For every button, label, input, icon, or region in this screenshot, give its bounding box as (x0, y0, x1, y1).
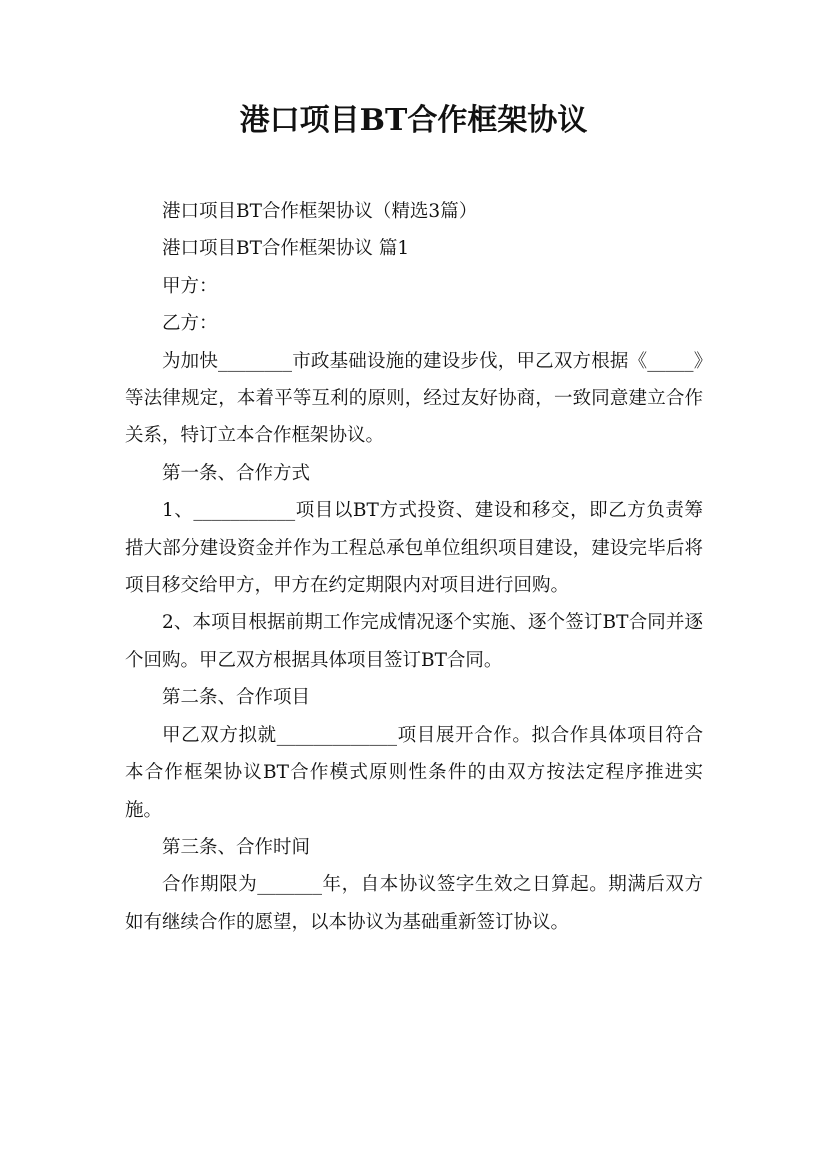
clause-1-2: 2、本项目根据前期工作完成情况逐个实施、逐个签订BT合同并逐个回购。甲乙双方根据具体项目签订BT合同。 (125, 612, 703, 671)
heading-article-1: 港口项目BT合作框架协议 篇1 (162, 238, 410, 260)
document-body (125, 193, 703, 941)
section-heading-cooperation-method: 第一条、合作方式 (162, 462, 311, 484)
party-b-label: 乙方： (162, 313, 218, 335)
heading-selected-articles: 港口项目BT合作框架协议（精选3篇） (162, 201, 478, 222)
clause-3-1: 合作期限为_______年，自本协议签字生效之日算起。期满后双方如有继续合作的愿望，以本协议为基础重新签订协议。 (125, 874, 703, 933)
clause-2-1: 甲乙双方拟就_____________项目展开合作。拟合作具体项目符合本合作框架协议BT合作模式原则性条件的由双方按法定程序推进实施。 (125, 724, 703, 821)
section-heading-cooperation-time: 第三条、合作时间 (162, 836, 311, 858)
document-title: 港口项目BT合作框架协议 (239, 103, 588, 138)
section-heading-cooperation-project: 第二条、合作项目 (162, 687, 311, 709)
party-a-label: 甲方： (162, 275, 218, 297)
clause-1-1: 1、___________项目以BT方式投资、建设和移交，即乙方负责筹措大部分建设资金并作为工程总承包单位组织项目建设，建设完毕后将项目移交给甲方，甲方在约定期限内对项目进行回购。 (125, 500, 703, 597)
preamble-paragraph: 为加快________市政基础设施的建设步伐，甲乙双方根据《_____》等法律规定，本着平等互利的原则，经过友好协商，一致同意建立合作关系，特订立本合作框架协议。 (125, 350, 703, 447)
